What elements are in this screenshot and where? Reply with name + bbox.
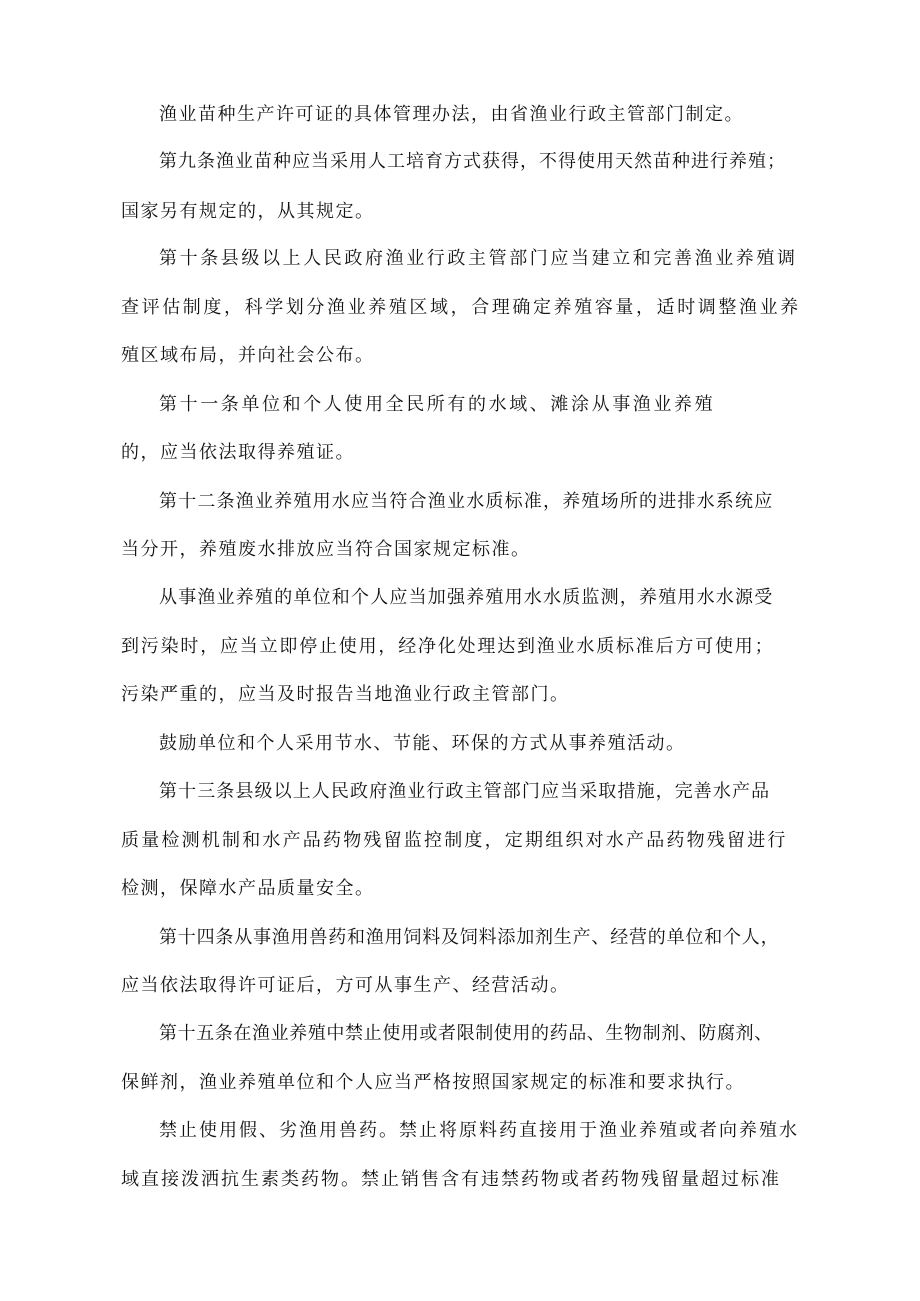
text-line: 保鲜剂，渔业养殖单位和个人应当严格按照国家规定的标准和要求执行。: [121, 1072, 745, 1093]
text-line: 域直接泼洒抗生素类药物。禁止销售含有违禁药物或者药物残留量超过标准: [121, 1169, 781, 1190]
text-line: 查评估制度，科学划分渔业养殖区域，合理确定养殖容量，适时调整渔业养: [121, 297, 801, 318]
text-line: 从事渔业养殖的单位和个人应当加强养殖用水水质监测，养殖用水水源受: [159, 587, 774, 608]
text-line: 鼓励单位和个人采用节水、节能、环保的方式从事养殖活动。: [159, 733, 686, 754]
text-line: 第十二条渔业养殖用水应当符合渔业水质标准，养殖场所的进排水系统应: [159, 491, 774, 512]
text-line: 第十条县级以上人民政府渔业行政主管部门应当建立和完善渔业养殖调: [159, 248, 798, 269]
text-line: 第十五条在渔业养殖中禁止使用或者限制使用的药品、生物制剂、防腐剂、: [159, 1023, 773, 1044]
text-line: 渔业苗种生产许可证的具体管理办法，由省渔业行政主管部门制定。: [159, 104, 744, 125]
text-line: 殖区域布局，并向社会公布。: [121, 345, 375, 366]
text-line: 国家另有规定的，从其规定。: [121, 201, 375, 222]
text-line: 第十一条单位和个人使用全民所有的水域、滩涂从事渔业养殖: [159, 394, 716, 415]
text-line: 的，应当依法取得养殖证。: [121, 442, 355, 463]
text-line: 第九条渔业苗种应当采用人工培育方式获得，不得使用天然苗种进行养殖；: [159, 151, 786, 172]
text-line: 当分开，养殖废水排放应当符合国家规定标准。: [121, 539, 531, 560]
text-line: 第十三条县级以上人民政府渔业行政主管部门应当采取措施，完善水产品: [159, 781, 771, 802]
text-line: 第十四条从事渔用兽药和渔用饲料及饲料添加剂生产、经营的单位和个人，: [159, 927, 780, 948]
text-line: 禁止使用假、劣渔用兽药。禁止将原料药直接用于渔业养殖或者向养殖水: [159, 1120, 799, 1141]
text-line: 到污染时，应当立即停止使用，经净化处理达到渔业水质标准后方可使用；: [121, 636, 775, 657]
text-line: 质量检测机制和水产品药物残留监控制度，定期组织对水产品药物残留进行: [121, 830, 788, 851]
text-line: 检测，保障水产品质量安全。: [121, 878, 375, 899]
text-line: 污染严重的，应当及时报告当地渔业行政主管部门。: [121, 684, 570, 705]
text-line: 应当依法取得许可证后，方可从事生产、经营活动。: [121, 975, 570, 996]
